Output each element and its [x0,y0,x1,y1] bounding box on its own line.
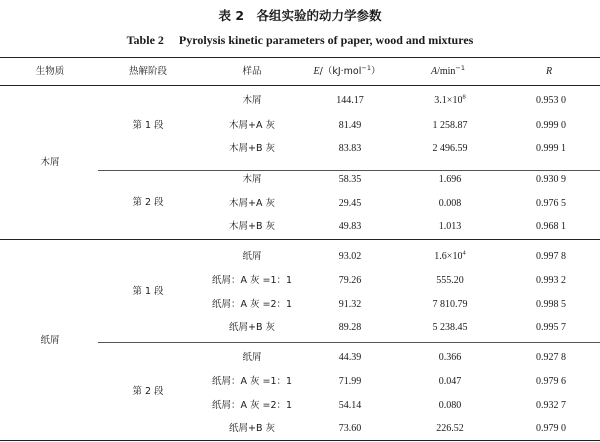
correlation-cell: 0.993 2 [536,275,566,286]
paper-stage-divider [98,342,600,343]
activation-energy-cell: 89.28 [338,322,362,333]
stage-label: 第 2 段 [132,197,164,208]
wood-stage-divider [98,170,600,171]
table-title-en: Table 2 Pyrolysis kinetic parameters of paper, wood and mixtures [126,33,474,47]
correlation-cell: 0.979 0 [536,423,566,434]
bottom-rule [0,440,600,441]
pre-exponential-cell: 226.52 [436,423,464,434]
sample-cell: 纸屑 [242,352,262,363]
activation-energy-cell: 93.02 [338,251,362,262]
group-label-wood: 木屑 [40,157,60,168]
stage-label: 第 2 段 [132,386,164,397]
sample-cell: 木屑+B 灰 [229,143,275,154]
sample-cell: 纸屑：A 灰 =1：1 [211,275,293,286]
group-divider [0,239,600,240]
pre-exponential-cell: 555.20 [436,275,464,286]
correlation-cell: 0.995 7 [536,322,566,333]
header-correlation: R [545,66,553,77]
pre-exponential-cell: 0.008 [438,198,462,209]
header-rule [0,85,600,86]
activation-energy-cell: 58.35 [338,174,362,185]
pre-exponential-cell: 2 496.59 [432,143,468,154]
pre-exponential-cell: 7 810.79 [432,299,468,310]
activation-energy-cell: 83.83 [338,143,362,154]
activation-energy-cell: 44.39 [338,352,362,363]
pre-exponential-cell: $1.6\times 10^4$ [434,249,466,262]
pre-exponential-cell: 1.696 [438,174,462,185]
sample-cell: 木屑 [242,174,262,185]
correlation-cell: 0.953 0 [536,95,566,106]
sample-cell: 木屑+A 灰 [229,120,275,131]
correlation-cell: 0.932 7 [536,400,566,411]
activation-energy-cell: 79.26 [338,275,362,286]
sample-cell: 纸屑+B 灰 [229,423,275,434]
group-label-paper: 纸屑 [40,335,60,346]
pre-exponential-cell: 1 258.87 [432,120,468,131]
header-stage: 热解阶段 [128,66,168,77]
header-sample: 样品 [242,66,262,77]
correlation-cell: 0.999 0 [536,120,566,131]
activation-energy-cell: 81.49 [338,120,362,131]
sample-cell: 纸屑+B 灰 [229,322,275,333]
pre-exponential-cell: 5 238.45 [432,322,468,333]
correlation-cell: 0.998 5 [536,299,566,310]
activation-energy-cell: 29.45 [338,198,362,209]
correlation-cell: 0.997 8 [536,251,566,262]
pre-exponential-cell: 1.013 [438,221,462,232]
correlation-cell: 0.999 1 [536,143,566,154]
sample-cell: 木屑+B 灰 [229,221,275,232]
header-pre-exponential: $A/\min^{-1}$ [430,63,466,77]
stage-label: 第 1 段 [132,120,164,131]
table-title-cn: 表 2 各组实验的动力学参数 [218,8,382,23]
activation-energy-cell: 144.17 [336,95,364,106]
pre-exponential-cell: 0.080 [438,400,462,411]
sample-cell: 木屑 [242,95,262,106]
correlation-cell: 0.968 1 [536,221,566,232]
sample-cell: 纸屑：A 灰 =2：1 [211,400,293,411]
correlation-cell: 0.927 8 [536,352,566,363]
correlation-cell: 0.930 9 [536,174,566,185]
activation-energy-cell: 71.99 [338,376,362,387]
pre-exponential-cell: 0.366 [438,352,462,363]
top-rule [0,57,600,58]
activation-energy-cell: 91.32 [338,299,362,310]
stage-label: 第 1 段 [132,286,164,297]
sample-cell: 纸屑：A 灰 =2：1 [211,299,293,310]
activation-energy-cell: 49.83 [338,221,362,232]
pre-exponential-cell: 0.047 [438,376,462,387]
activation-energy-cell: 54.14 [338,400,362,411]
activation-energy-cell: 73.60 [338,423,362,434]
sample-cell: 纸屑：A 灰 =1：1 [211,376,293,387]
pre-exponential-cell: $3.1\times 10^8$ [434,93,466,106]
correlation-cell: 0.976 5 [536,198,566,209]
header-activation-energy: E/（kJ·mol$^{-1}$） [313,63,381,77]
sample-cell: 纸屑 [242,251,262,262]
header-material: 生物质 [35,66,65,77]
sample-cell: 木屑+A 灰 [229,198,275,209]
correlation-cell: 0.979 6 [536,376,566,387]
